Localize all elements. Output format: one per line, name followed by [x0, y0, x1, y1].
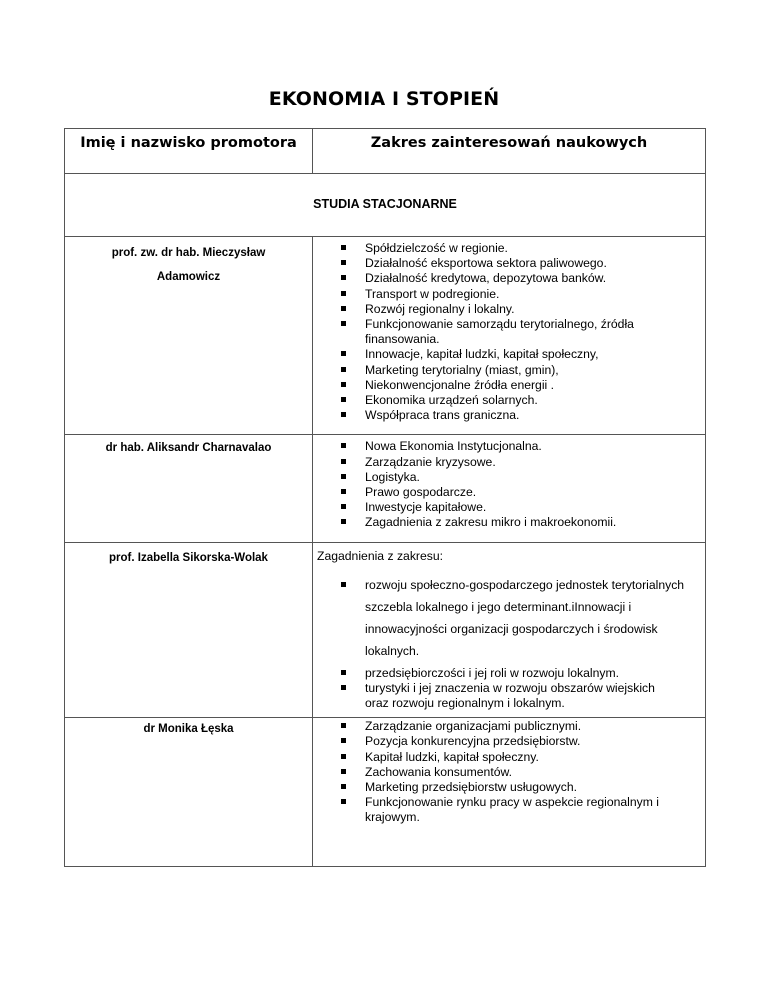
topic-item: Spółdzielczość w regionie.: [313, 241, 705, 256]
topic-item: rozwoju społeczno-gospodarczego jednostek terytorialnych szczebla lokalnego i jego determinant.iInnowacji i innowacyjności organizacji gospodarczych i środowisk lokalnych.: [313, 574, 705, 662]
topic-item: Kapitał ludzki, kapitał społeczny.: [313, 750, 705, 765]
topic-item: Działalność kredytowa, depozytowa banków.: [313, 271, 705, 286]
research-scope: [313, 237, 706, 435]
research-scope: [313, 435, 706, 542]
topic-item: Inwestycje kapitałowe.: [313, 500, 705, 515]
table-row: [65, 542, 706, 718]
research-scope: [313, 542, 706, 718]
topic-list: [313, 662, 705, 718]
topic-item: Działalność eksportowa sektora paliwowego.: [313, 256, 705, 271]
supervisor-name: [65, 435, 313, 542]
topic-item: Funkcjonowanie samorządu terytorialnego, źródła finansowania.: [313, 317, 705, 347]
header-research-scope-label: Zakres zainteresowań naukowych: [370, 135, 648, 151]
topic-list: [313, 564, 705, 662]
section-title: STUDIA STACJONARNE: [313, 197, 457, 211]
topic-item: Marketing przedsiębiorstw usługowych.: [313, 780, 705, 795]
topic-item: Prawo gospodarcze.: [313, 485, 705, 500]
table-row: [65, 435, 706, 542]
section-row: [65, 174, 706, 237]
topic-item: Zarządzanie kryzysowe.: [313, 455, 705, 470]
table-header-row: [65, 129, 706, 174]
supervisor-name-line: dr Monika Łęska: [143, 723, 234, 736]
topic-list: [313, 237, 705, 434]
topic-list: [313, 718, 705, 865]
topic-item: Innowacje, kapitał ludzki, kapitał społeczny,: [313, 347, 705, 362]
topic-item: Ekonomika urządzeń solarnych.: [313, 393, 705, 408]
topic-item: przedsiębiorczości i jej roli w rozwoju lokalnym.: [313, 666, 705, 681]
supervisor-name-line: dr hab. Aliksandr Charnavalao: [105, 442, 272, 455]
supervisor-name: [65, 237, 313, 435]
supervisor-name-line: prof. zw. dr hab. Mieczysław: [111, 247, 266, 259]
topic-item: Współpraca trans graniczna.: [313, 408, 705, 423]
table-row: [65, 237, 706, 435]
topic-item: Funkcjonowanie rynku pracy w aspekcie regionalnym i krajowym.: [313, 795, 705, 825]
topic-item: Marketing terytorialny (miast, gmin),: [313, 363, 705, 378]
research-scope: [313, 718, 706, 866]
topic-item: Nowa Ekonomia Instytucjonalna.: [313, 439, 705, 454]
topic-item: Zarządzanie organizacjami publicznymi.: [313, 719, 705, 734]
topic-item: Zagadnienia z zakresu mikro i makroekonomii.: [313, 515, 705, 530]
header-supervisor: [65, 129, 313, 174]
topic-intro: Zagadnienia z zakresu:: [317, 548, 444, 563]
topic-item: Logistyka.: [313, 470, 705, 485]
topic-item: Niekonwencjonalne źródła energii .: [313, 378, 705, 393]
topic-item: Pozycja konkurencyjna przedsiębiorstw.: [313, 734, 705, 749]
supervisor-name: [65, 718, 313, 866]
topic-item: Zachowania konsumentów.: [313, 765, 705, 780]
topic-item: Rozwój regionalny i lokalny.: [313, 302, 705, 317]
page-title: EKONOMIA I STOPIEŃ: [268, 88, 500, 110]
topic-item: Transport w podregionie.: [313, 287, 705, 302]
header-research-scope: [313, 129, 706, 174]
topic-item: turystyki i jej znaczenia w rozwoju obszarów wiejskich oraz rozwoju regionalnym i lokalnym.: [313, 681, 705, 711]
section-cell: [65, 174, 706, 237]
header-supervisor-label: Imię i nazwisko promotora: [80, 135, 297, 151]
topic-list: [313, 435, 705, 541]
supervisor-name-line: prof. Izabella Sikorska-Wolak: [109, 551, 268, 564]
table-row: [65, 718, 706, 866]
supervisor-name: [65, 542, 313, 718]
supervisors-table: [64, 128, 706, 867]
supervisor-name-line: Adamowicz: [156, 271, 221, 283]
